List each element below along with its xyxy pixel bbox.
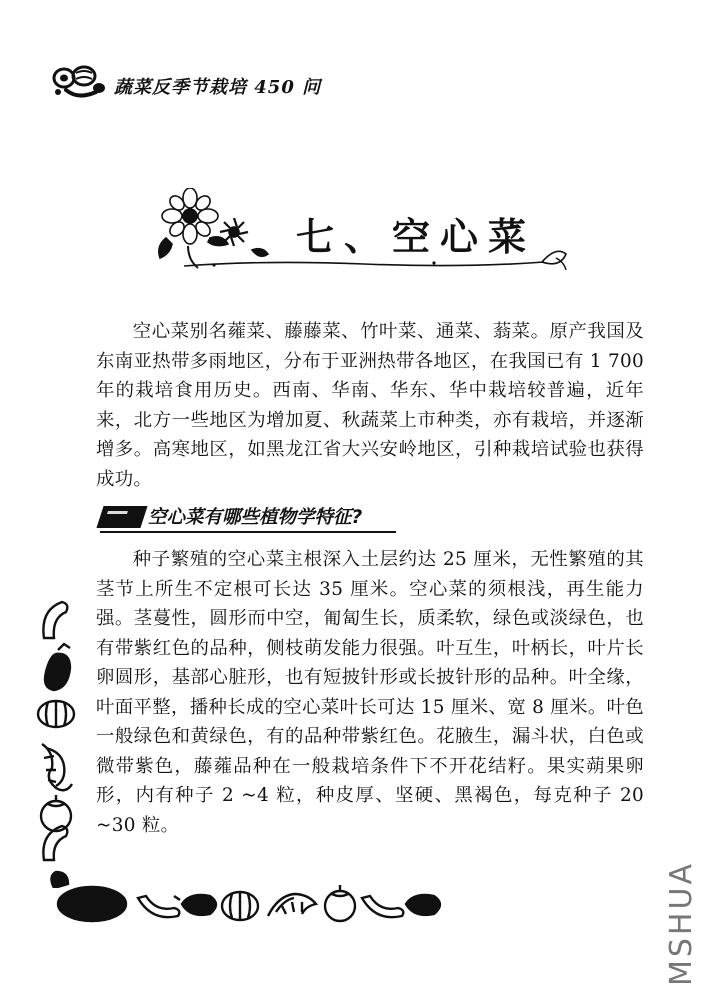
section-title: 空心菜有哪些植物学特征? (148, 507, 363, 528)
section-underline (100, 531, 396, 533)
watermark: MSHUA (664, 861, 699, 986)
chapter-title: 七、空心菜 (296, 215, 537, 259)
section-marker-icon (96, 506, 147, 528)
section-paragraph: 种子繁殖的空心菜主根深入土层约达 25 厘米，无性繁殖的其茎节上所生不定根可长达 35 厘米。空心菜的须根浅，再生能力强。茎蔓性，圆形而中空，匍匐生长，质柔软，绿色或淡绿色，也有带紫红色的品种，侧枝萌发能力很强。叶互生，叶柄长，叶片长卵圆形，基部心脏形，也有短披针形或长披针形的品种。叶全缘，叶面平整，播种长成的空心菜叶长可达 15 厘米、宽 8 厘米。叶色一般绿色和黄绿色，有的品种带紫红色。花腋生，漏斗状，白色或微带紫色，藤蕹品种在一般栽培条件下不开花结籽。果实蒴果卵形，内有种子 2 ~4 粒，种皮厚、坚硬、黑褐色，每克种子 20 ~30 粒。 (96, 549, 644, 836)
chapter-title-block (148, 188, 578, 278)
intro-paragraph: 空心菜别名蕹菜、藤藤菜、竹叶菜、通菜、蓊菜。原产我国及东南亚热带多雨地区，分布于亚洲热带各地区，在我国已有 1 700 年的栽培食用历史。西南、华南、华东、华中栽培较普遍，近年来，北方一些地区为增加夏、秋蔬菜上市种类，亦有栽培，并逐渐增多。高寒地区，如黑龙江省大兴安岭地区，引种栽培试验也获得成功。 (96, 321, 644, 490)
vine-underline-icon (184, 238, 578, 278)
vegetable-border-icon (56, 882, 446, 932)
running-header-title: 蔬菜反季节栽培 450 问 (114, 77, 322, 98)
running-header (52, 64, 612, 104)
section-heading (100, 502, 520, 532)
vegetable-cluster-icon (52, 64, 108, 100)
vegetable-border-icon (34, 598, 78, 888)
